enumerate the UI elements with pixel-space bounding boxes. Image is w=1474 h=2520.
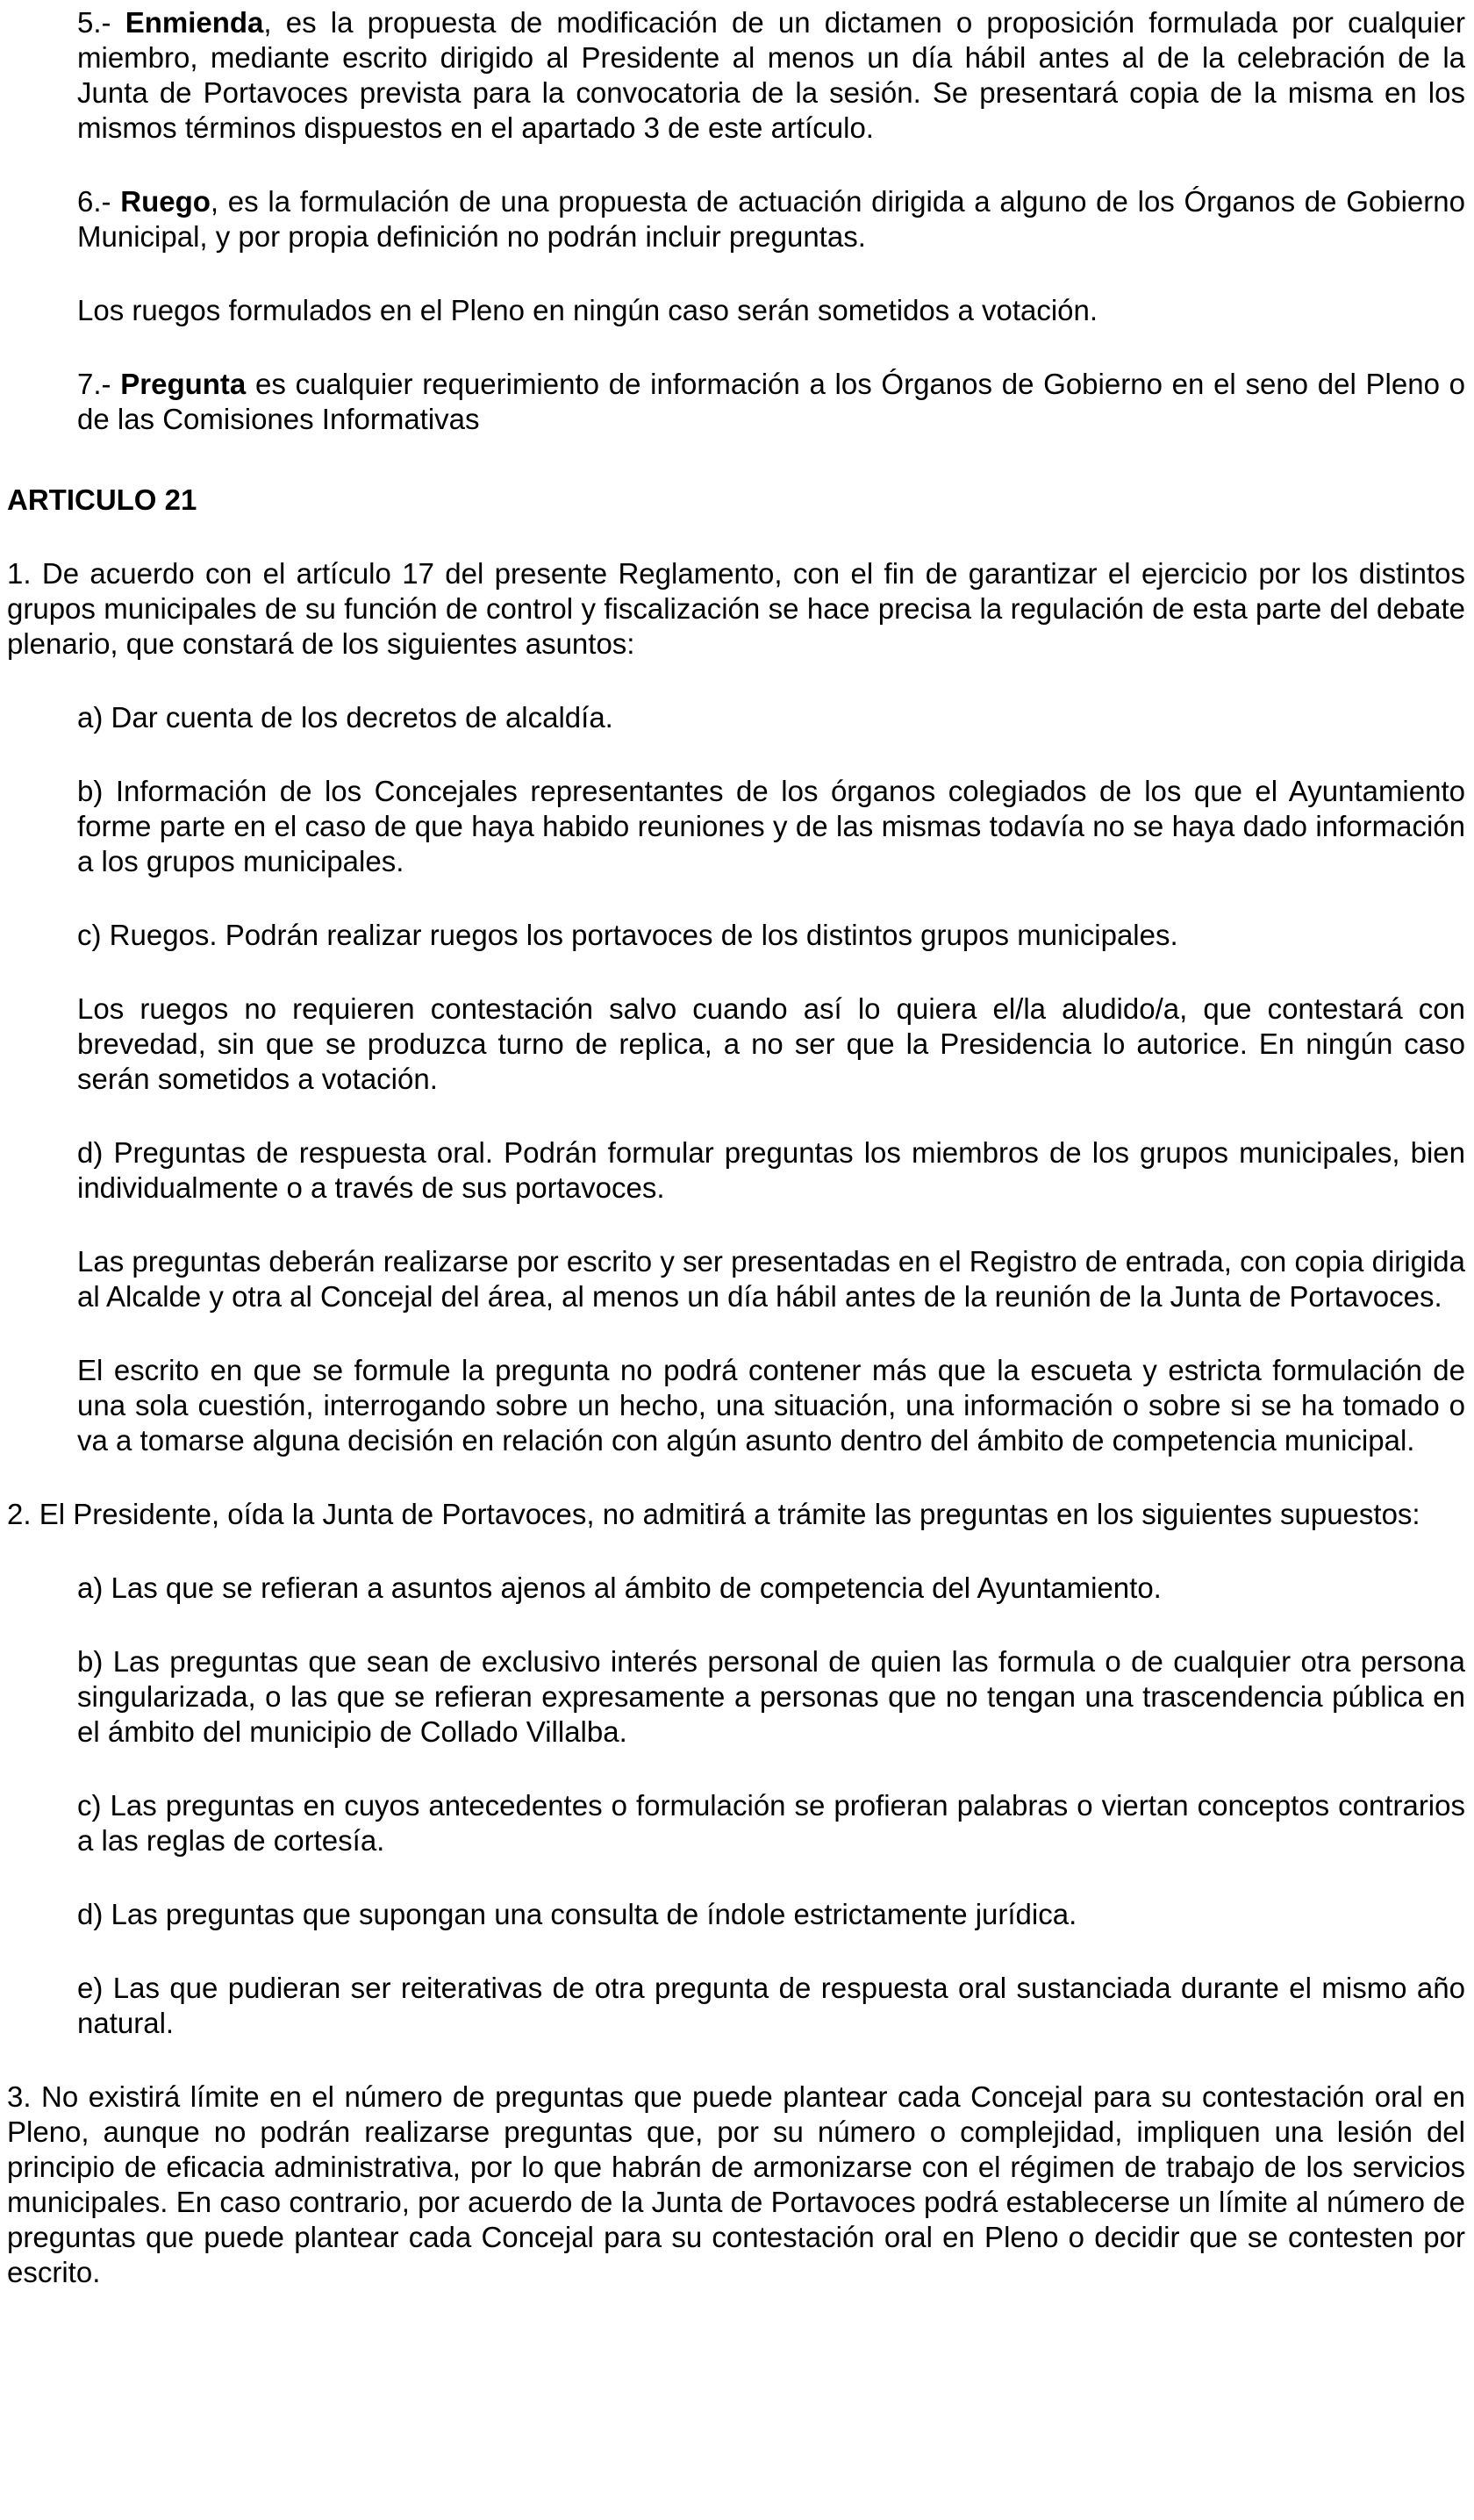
point1-item-c: c) Ruegos. Podrán realizar ruegos los portavoces de los distintos grupos municipales. bbox=[77, 919, 1178, 951]
point2-item-c: c) Las preguntas en cuyos antecedentes o formulación se profieran palabras o viertan conceptos contrarios a las reglas de cortesía. bbox=[77, 1789, 1465, 1857]
item-number: 5.- bbox=[77, 6, 125, 39]
definition-item-7 bbox=[77, 367, 1465, 437]
point2-item-d: d) Las preguntas que supongan una consulta de índole estrictamente jurídica. bbox=[77, 1898, 1077, 1930]
item-number: 7.- bbox=[77, 368, 121, 400]
point2-item-a: a) Las que se refieran a asuntos ajenos al ámbito de competencia del Ayuntamiento. bbox=[77, 1571, 1162, 1604]
item-number: 6.- bbox=[77, 185, 121, 218]
defined-term-pregunta: Pregunta bbox=[120, 368, 247, 400]
article-heading: ARTICULO 21 bbox=[7, 483, 197, 516]
point2-item-b: b) Las preguntas que sean de exclusivo interés personal de quien las formula o de cualquier otra persona singularizada, o las que se refieran expresamente a personas que no tengan una trascendencia pública en el ámbito del municipio de Collado Villalba. bbox=[77, 1645, 1465, 1748]
point1-item-d-note2: El escrito en que se formule la pregunta no podrá contener más que la escueta y estricta formulación de una sola cuestión, interrogando sobre un hecho, una situación, una información o sobre si se ha tomado o va a tomarse alguna decisión en relación con algún asunto dentro del ámbito de competencia municipal. bbox=[77, 1354, 1465, 1457]
item-text: es cualquier requerimiento de información a los Órganos de Gobierno en el seno del Pleno o de las Comisiones Informativas bbox=[77, 368, 1466, 435]
definition-item-5 bbox=[77, 5, 1465, 146]
article21-point-3: 3. No existirá límite en el número de preguntas que puede plantear cada Concejal para su contestación oral en Pleno, aunque no podrán realizarse preguntas que, por su número o complejidad, impliquen una lesión del principio de eficacia administrativa, por lo que habrán de armonizarse con el régimen de trabajo de los servicios municipales. En caso contrario, por acuerdo de la Junta de Portavoces podrá establecerse un límite al número de preguntas que puede plantear cada Concejal para su contestación oral en Pleno o decidir que se contesten por escrito. bbox=[7, 2080, 1465, 2288]
item-text: , es la propuesta de modificación de un dictamen o proposición formulada por cualquier miembro, mediante escrito dirigido al Presidente al menos un día hábil antes al de la celebración de la Junta de Portavoces prevista para la convocatoria de la sesión. Se presentará copia de la misma en los mismos términos dispuestos en el apartado 3 de este artículo. bbox=[77, 6, 1465, 144]
item-6-note: Los ruegos formulados en el Pleno en ningún caso serán sometidos a votación. bbox=[77, 294, 1098, 326]
article21-point-2: 2. El Presidente, oída la Junta de Portavoces, no admitirá a trámite las preguntas en los siguientes supuestos: bbox=[7, 1498, 1420, 1530]
definition-item-6 bbox=[77, 184, 1465, 254]
item-text: , es la formulación de una propuesta de actuación dirigida a alguno de los Órganos de Gobierno Municipal, y por propia definición no podrán incluir preguntas. bbox=[77, 185, 1465, 253]
defined-term-ruego: Ruego bbox=[120, 185, 211, 218]
point2-item-e: e) Las que pudieran ser reiterativas de otra pregunta de respuesta oral sustanciada durante el mismo año natural. bbox=[77, 1972, 1465, 2039]
defined-term-enmienda: Enmienda bbox=[125, 6, 264, 39]
article21-point-1: 1. De acuerdo con el artículo 17 del presente Reglamento, con el fin de garantizar el ejercicio por los distintos grupos municipales de su función de control y fiscalización se hace precisa la regulación de esta parte del debate plenario, que constará de los siguientes asuntos: bbox=[7, 557, 1465, 660]
point1-item-b: b) Información de los Concejales representantes de los órganos colegiados de los que el Ayuntamiento forme parte en el caso de que haya habido reuniones y de las mismas todavía no se haya dado información a los grupos municipales. bbox=[77, 775, 1465, 877]
point1-item-c-note: Los ruegos no requieren contestación salvo cuando así lo quiera el/la aludido/a, que contestará con brevedad, sin que se produzca turno de replica, a no ser que la Presidencia lo autorice. En ningún caso serán sometidos a votación. bbox=[77, 992, 1465, 1095]
point1-item-a: a) Dar cuenta de los decretos de alcaldía. bbox=[77, 701, 613, 734]
point1-item-d-note1: Las preguntas deberán realizarse por escrito y ser presentadas en el Registro de entrada, con copia dirigida al Alcalde y otra al Concejal del área, al menos un día hábil antes de la reunión de la Junta de Portavoces. bbox=[77, 1245, 1465, 1313]
point1-item-d: d) Preguntas de respuesta oral. Podrán formular preguntas los miembros de los grupos municipales, bien individualmente o a través de sus portavoces. bbox=[77, 1136, 1465, 1204]
